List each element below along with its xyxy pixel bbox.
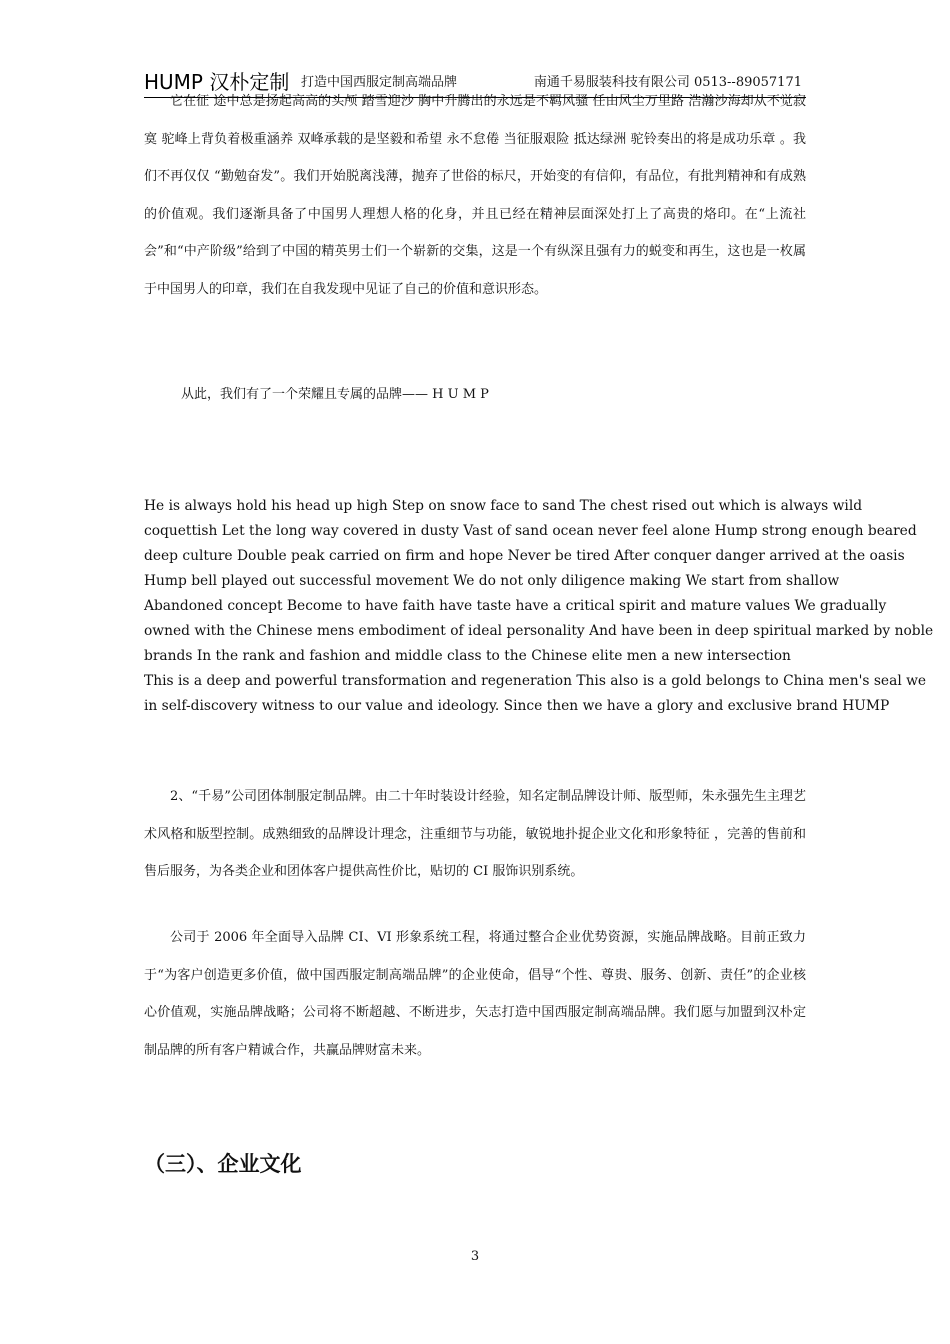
english-line: Hump bell played out successful movement We do not only diligence making We start from shallow xyxy=(144,573,840,589)
english-line: coquettish Let the long way covered in dusty Vast of sand ocean never feel alone Hump strong enough beared xyxy=(144,523,917,539)
strategy-paragraph: 公司于 2006 年全面导入品牌 CI、VI 形象系统工程，将通过整合企业优势资源，实施品牌战略。目前正致力于“为客户创造更多价值，做中国西服定制高端品牌”的企业使命，倡导“个性、尊贵、服务、创新、责任”的企业核心价值观，实施品牌战略；公司将不断超越、不断进步，矢志打造中国西服定制高端品牌。我们愿与加盟到汉朴定制品牌的所有客户精诚合作，共赢品牌财富未来。 xyxy=(144,930,806,1058)
english-line: This is a deep and powerful transformation and regeneration This also is a gold belongs to China men's seal we xyxy=(144,673,927,689)
english-line: brands In the rank and fashion and middle class to the Chinese elite men a new intersection xyxy=(144,648,791,664)
english-line: in self-discovery witness to our value and ideology. Since then we have a glory and exclusive brand HUMP xyxy=(144,698,890,714)
header-slogan: 打造中国西服定制高端品牌 xyxy=(301,75,458,90)
english-paragraph xyxy=(144,494,934,719)
section2-paragraph: 2、“千易”公司团体制服定制品牌。由二十年时装设计经验，知名定制品牌设计师、版型师，朱永强先生主理艺术风格和版型控制。成熟细致的品牌设计理念，注重细节与功能，敏锐地扑捉企业文化和形象特征 ，完善的售前和售后服务，为各类企业和团体客户提供高性价比，贴切的 CI 服饰识别系统。 xyxy=(144,789,806,880)
english-line: Abandoned concept Become to have faith have taste have a critical spirit and mature values We gradually xyxy=(144,598,887,614)
english-line: owned with the Chinese mens embodiment of ideal personality And have been in deep spiritual marked by noble xyxy=(144,623,934,639)
header-company-contact: 南通千易服装科技有限公司 0513--89057171 xyxy=(533,75,802,90)
brand-tagline: 从此，我们有了一个荣耀且专属的品牌—— H U M P xyxy=(181,387,489,402)
page-number: 3 xyxy=(470,1249,480,1264)
brand-title: HUMP 汉朴定制 xyxy=(144,70,290,94)
intro-paragraph: 它在征 途中总是扬起高高的头颅 踏雪迎沙 胸中升腾出的永远是不羁风骚 任由风尘万里路 浩瀚沙海却从不觉寂寞 驼峰上背负着极重涵养 双峰承载的是坚毅和希望 永不怠倦 当征服艰险 抵达绿洲 驼铃奏出的将是成功乐章 。我们不再仅仅 “勤勉奋发”。我们开始脱离浅薄，抛弃了世俗的标尺，开始变的有信仰，有品位，有批判精神和有成熟的价值观。我们逐渐具备了中国男人理想人格的化身，并且已经在精神层面深处打上了高贵的烙印。在“上流社会”和“中产阶级”给到了中国的精英男士们一个崭新的交集，这是一个有纵深且强有力的蜕变和再生，这也是一枚属于中国男人的印章，我们在自我发现中见证了自己的价值和意识形态。 xyxy=(144,94,806,297)
english-line: deep culture Double peak carried on firm and hope Never be tired After conquer danger arrived at the oasis xyxy=(144,548,905,564)
english-line: He is always hold his head up high Step on snow face to sand The chest rised out which is always wild xyxy=(144,498,863,514)
section-heading: （三）、企业文化 xyxy=(144,1152,302,1176)
